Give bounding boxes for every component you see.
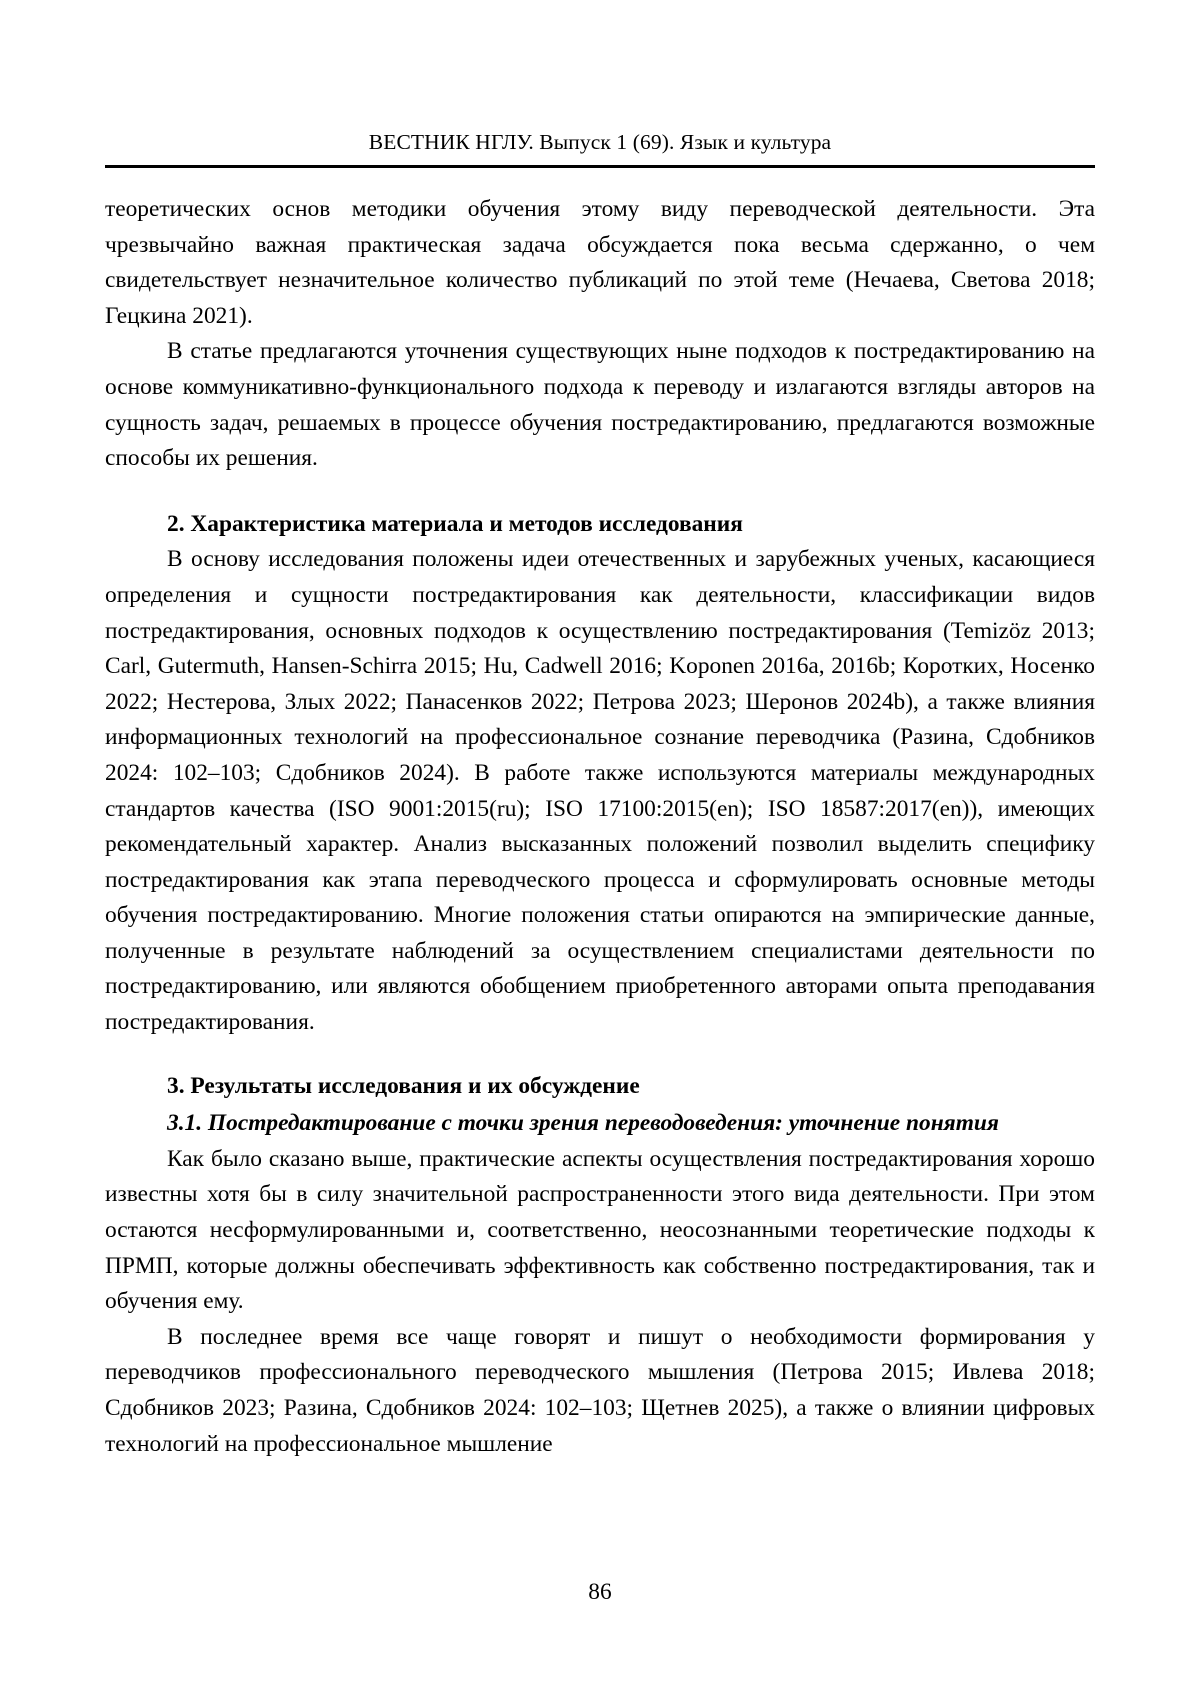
page-number: 86 bbox=[588, 1579, 612, 1605]
heading-section-3-1: 3.1. Постредактирование с точки зрения переводоведения: уточнение понятия bbox=[167, 1110, 999, 1137]
header-rule bbox=[105, 165, 1095, 168]
heading-section-2: 2. Характеристика материала и методов исследования bbox=[167, 510, 743, 537]
paragraph-continuation: теоретических основ методики обучения этому виду переводческой деятельности. Эта чрезвычайно важная практическая задача обсуждается пока весьма сдержанно, о чем свидетельствует незначительное количество публикаций по этой теме (Нечаева, Светова 2018; Гецкина 2021). bbox=[105, 196, 1095, 329]
paragraph-approach-clarification: В статье предлагаются уточнения существующих ныне подходов к постредактированию на основе коммуникативно-функционального подхода к переводу и излагаются взгляды авторов на сущность задач, решаемых в процессе обучения постредактированию, предлагаются возможные способы их решения. bbox=[105, 338, 1095, 472]
running-head: ВЕСТНИК НГЛУ. Выпуск 1 (69). Язык и культура bbox=[368, 130, 832, 154]
paragraph-practical-aspects: Как было сказано выше, практические аспекты осуществления постредактирования хорошо известны хотя бы в силу значительной распространенности этого вида деятельности. При этом остаются несформулированными и, соответственно, неосознанными теоретические подходы к ПРМП, которые должны обеспечивать эффективность как собственно постредактирования, так и обучения ему. bbox=[105, 1145, 1095, 1315]
paragraph-professional-thinking: В последнее время все чаще говорят и пишут о необходимости формирования у переводчиков профессионального переводческого мышления (Петрова 2015; Ивлева 2018; Сдобников 2023; Разина, Сдобников 2024: 102–103; Щетнев 2025), а также о влиянии цифровых технологий на профессиональное мышление bbox=[105, 1323, 1095, 1457]
article-body bbox=[105, 192, 1095, 1462]
paragraph-research-basis: В основу исследования положены идеи отечественных и зарубежных ученых, касающиеся определения и сущности постредактирования как деятельности, классификации видов постредактирования, основных подходов к осуществлению постредактирования (Temizöz 2013; Carl, Gutermuth, Hansen-Schirra 2015; Hu, Cadwell 2016; Koponen 2016a, 2016b; Коротких, Носенко 2022; Нестерова, Злых 2022; Панасенков 2022; Петрова 2023; Шеронов 2024b), а также влияния информационных технологий на профессиональное сознание переводчика (Разина, Сдобников 2024: 102–103; Сдобников 2024). В работе также используются материалы международных стандартов качества (ISO 9001:2015(ru); ISO 17100:2015(en); ISO 18587:2017(en)), имеющих рекомендательный характер. Анализ высказанных положений позволил выделить специфику постредактирования как этапа переводческого процесса и сформулировать основные методы обучения постредактированию. Многие положения статьи опираются на эмпирические данные, полученные в результате наблюдений за осуществлением специалистами деятельности по постредактированию, или являются обобщением приобретенного авторами опыта преподавания постредактирования. bbox=[105, 546, 1095, 1036]
heading-section-3: 3. Результаты исследования и их обсуждение bbox=[167, 1072, 640, 1099]
